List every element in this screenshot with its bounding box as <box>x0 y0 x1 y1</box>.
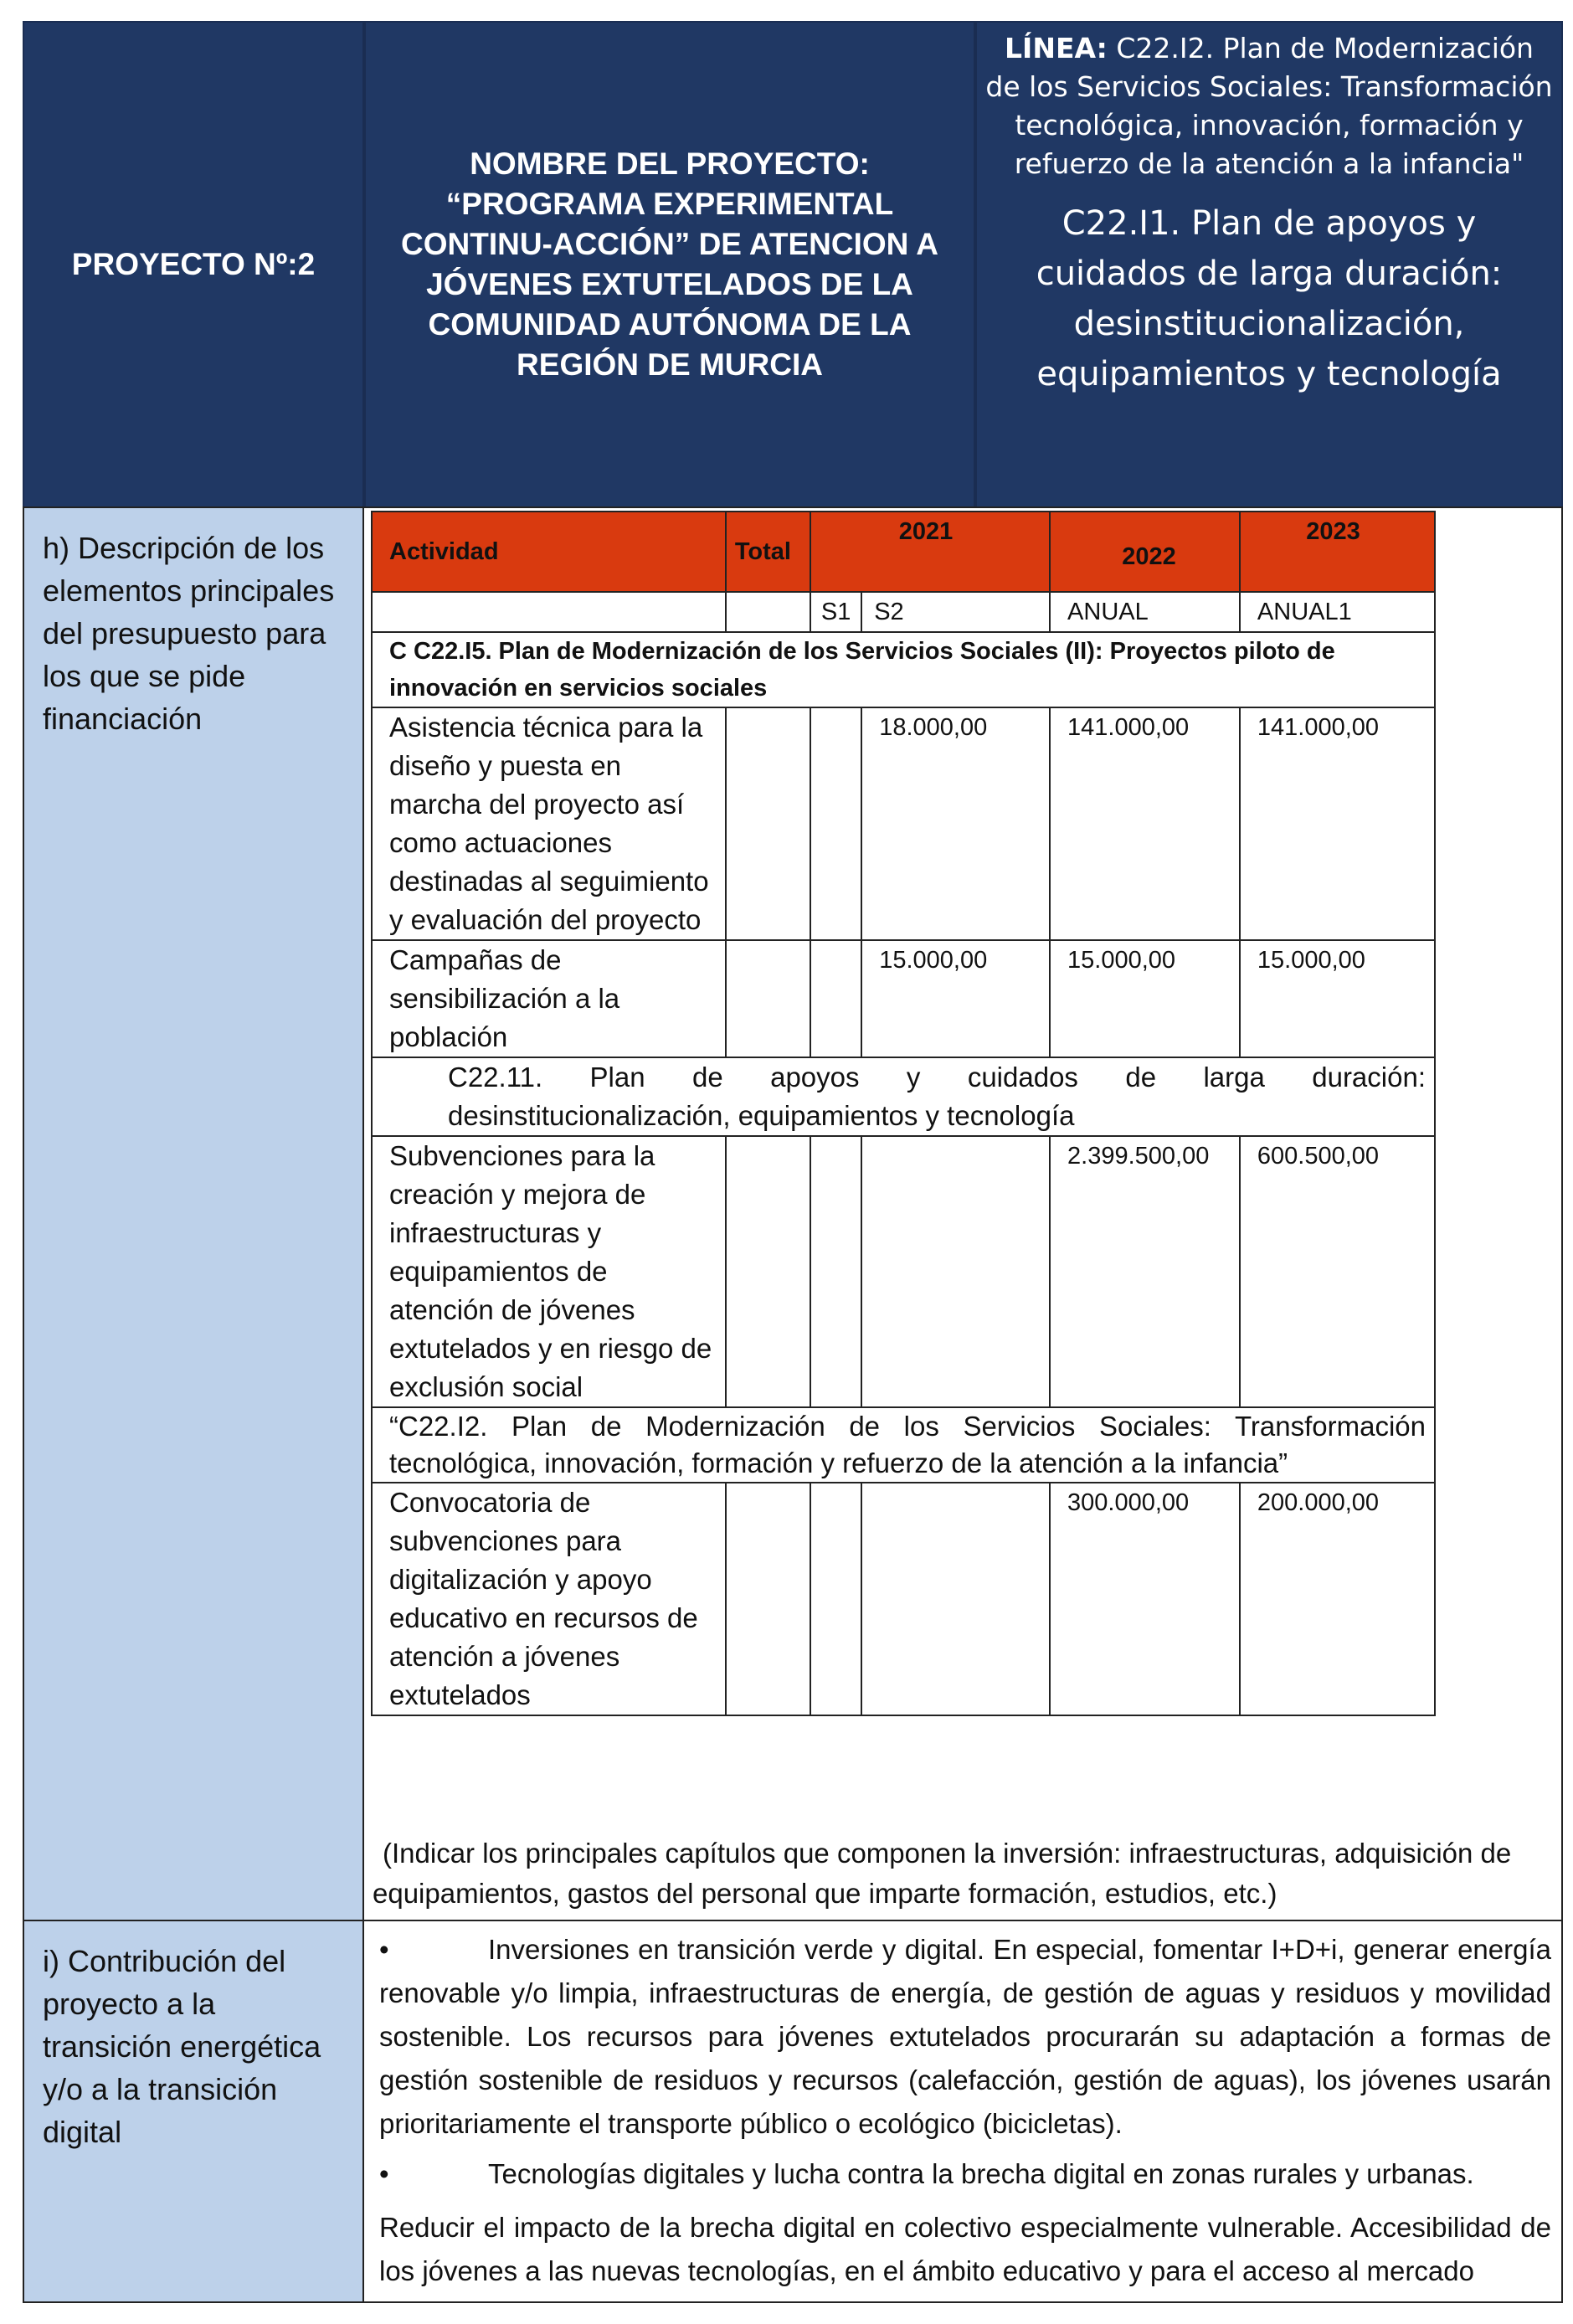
row1-s2: 18.000,00 <box>861 707 1050 940</box>
row3-s2 <box>861 1136 1050 1407</box>
bullet-icon: • <box>379 2158 389 2189</box>
row4-s2 <box>861 1483 1050 1715</box>
table-row <box>372 1136 1435 1407</box>
header-project-number-cell <box>23 21 364 508</box>
group3-title: “C22.I2. Plan de Modernización de los Servicios Sociales: Transformación tecnológica, innovación, formación y refuerzo de la atención a la infancia” <box>372 1407 1435 1483</box>
header-actividad: Actividad <box>372 512 726 592</box>
section-h-label: h) Descripción de los elementos principales del presupuesto para los que se pide financiación <box>43 531 335 736</box>
section-i-label-cell <box>23 1920 364 2303</box>
group2-title-cell <box>372 1057 1435 1136</box>
header-2023: 2023 <box>1240 512 1435 592</box>
linea-text <box>985 29 1553 183</box>
row1-actividad: Asistencia técnica para la diseño y puesta en marcha del proyecto así como actuaciones destinadas al seguimiento y evaluación del proyecto <box>372 707 726 940</box>
row2-s2: 15.000,00 <box>861 940 1050 1057</box>
row3-2023: 600.500,00 <box>1240 1136 1435 1407</box>
subheader-s2: S2 <box>861 592 1050 632</box>
row4-actividad: Convocatoria de subvenciones para digitalización y apoyo educativo en recursos de atención a jóvenes extutelados <box>372 1483 726 1715</box>
subheader-empty <box>726 592 810 632</box>
linea-c22i1: C22.I1. Plan de apoyos y cuidados de larga duración: desinstitucionalización, equipamientos y tecnología <box>1036 204 1503 393</box>
group2-title-line2: desinstitucionalización, equipamientos y tecnología <box>448 1100 1075 1131</box>
table-header-row <box>372 512 1435 592</box>
project-name: “PROGRAMA EXPERIMENTAL CONTINU-ACCIÓN” DE ATENCION A JÓVENES EXTUTELADOS DE LA COMUNIDAD AUTÓNOMA DE LA REGIÓN DE MURCIA <box>401 187 938 382</box>
row1-total <box>726 707 810 940</box>
subheader-s1: S1 <box>810 592 861 632</box>
row4-2022: 300.000,00 <box>1050 1483 1240 1715</box>
row4-total <box>726 1483 810 1715</box>
table-row <box>372 1483 1435 1715</box>
bullet-item <box>379 2152 1551 2196</box>
budget-table <box>371 511 1436 1716</box>
subheader-anual-2022: ANUAL <box>1050 592 1240 632</box>
table-subheader-row <box>372 592 1435 632</box>
row1-2022: 141.000,00 <box>1050 707 1240 940</box>
row3-s1 <box>810 1136 861 1407</box>
project-name-label: NOMBRE DEL PROYECTO: <box>470 147 870 181</box>
budget-note: (Indicar los principales capítulos que componen la inversión: infraestructuras, adquisición de equipamientos, gastos del personal que imparte formación, estudios, etc.) <box>373 1838 1512 1909</box>
row3-total <box>726 1136 810 1407</box>
row3-actividad: Subvenciones para la creación y mejora de infraestructuras y equipamientos de atención de jóvenes extutelados y en riesgo de exclusión social <box>372 1136 726 1407</box>
row2-2023: 15.000,00 <box>1240 940 1435 1057</box>
row2-s1 <box>810 940 861 1057</box>
header-2022: 2022 <box>1050 512 1240 592</box>
header-project-name-cell <box>364 21 975 508</box>
table-row <box>372 940 1435 1057</box>
row4-2023: 200.000,00 <box>1240 1483 1435 1715</box>
row3-2022: 2.399.500,00 <box>1050 1136 1240 1407</box>
row1-2023: 141.000,00 <box>1240 707 1435 940</box>
row2-actividad: Campañas de sensibilización a la población <box>372 940 726 1057</box>
bullet2-text: Tecnologías digitales y lucha contra la brecha digital en zonas rurales y urbanas. <box>488 2158 1474 2189</box>
bullet1-text: Inversiones en transición verde y digital. En especial, fomentar I+D+i, generar energía renovable y/o limpia, infraestructuras de energía, de gestión de aguas y residuos y movilidad sostenible. Los recursos para jóvenes extutelados procurarán su adaptación a formas de gestión sostenible de residuos y recursos (calefacción, gestión de aguas), los jóvenes usarán prioritariamente el transporte público o ecológico (bicicletas). <box>379 1934 1551 2139</box>
group1-title: C C22.I5. Plan de Modernización de los Servicios Sociales (II): Proyectos piloto de innovación en servicios sociales <box>372 632 1435 707</box>
table-group-row <box>372 1057 1435 1136</box>
section-i-label: i) Contribución del proyecto a la transición energética y/o a la transición digital <box>43 1944 321 2149</box>
bullet-icon: • <box>379 1934 389 1965</box>
row2-2022: 15.000,00 <box>1050 940 1240 1057</box>
linea-label: LÍNEA: <box>1005 32 1108 64</box>
table-row <box>372 707 1435 940</box>
linea-description: C22.I2. Plan de Modernización de los Servicios Sociales: Transformación tecnológica, innovación, formación y refuerzo de la atención a la infancia" <box>985 32 1553 180</box>
row2-total <box>726 940 810 1057</box>
row1-s1 <box>810 707 861 940</box>
section-h-label-cell <box>23 506 364 1921</box>
section-i-paragraph: Reducir el impacto de la brecha digital en colectivo especialmente vulnerable. Accesibilidad de los jóvenes a las nuevas tecnologías, en el ámbito educativo y para el acceso al mercado <box>379 2212 1551 2286</box>
row4-s1 <box>810 1483 861 1715</box>
header-2021: 2021 <box>810 512 1050 592</box>
project-number: PROYECTO Nº:2 <box>71 247 316 281</box>
subheader-empty <box>372 592 726 632</box>
group2-title: C22.11. Plan de apoyos y cuidados de larga duración: <box>448 1062 1426 1093</box>
header-total: Total <box>726 512 810 592</box>
table-group-row <box>372 632 1435 707</box>
subheader-anual-2023: ANUAL1 <box>1240 592 1435 632</box>
table-group-row <box>372 1407 1435 1483</box>
header-linea-cell <box>975 21 1563 508</box>
bullet-item <box>379 1928 1551 2146</box>
